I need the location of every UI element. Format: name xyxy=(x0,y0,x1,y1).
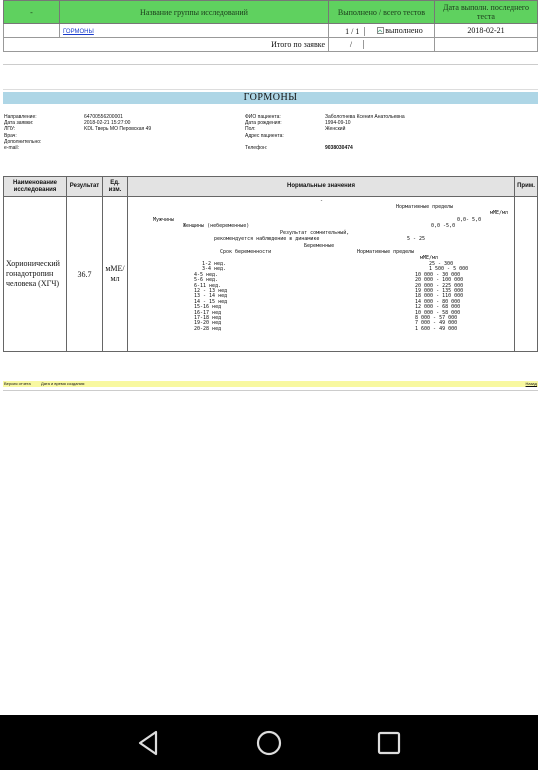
divider xyxy=(3,390,538,391)
norm-term-value: 25 - 300 xyxy=(429,261,454,267)
norm-term-week: 13 - 14 нед xyxy=(194,293,228,300)
norm-limits-title: Нормативные пределы xyxy=(396,204,454,210)
summary-cell-date: 2018-02-21 xyxy=(435,24,538,38)
patient-right-values xyxy=(325,114,505,151)
summary-header-date: Дата выполн. последнего теста xyxy=(435,1,538,24)
label-address: Адрес пациента: xyxy=(245,132,284,139)
label-phone: Телефон: xyxy=(245,144,268,151)
summary-cell-group xyxy=(60,24,329,38)
norm-term-week: 17-18 нед xyxy=(194,315,222,321)
group-link-hormones[interactable]: ГОРМОНЫ xyxy=(63,29,94,35)
value-phone: 9038030474 xyxy=(325,144,353,151)
results-header-name: Наименование исследования xyxy=(4,177,67,197)
results-header-unit: Ед. изм. xyxy=(103,177,128,197)
norm-term-week: 12 - 13 нед xyxy=(194,288,228,294)
value-sex: Женский xyxy=(325,126,346,133)
test-norms xyxy=(128,197,515,352)
label-clinic: ЛПУ: xyxy=(4,126,16,133)
recents-icon xyxy=(374,728,404,758)
footer-version: Версия отчета xyxy=(4,381,31,386)
norm-term-value: 1 600 - 49 000 xyxy=(415,325,458,332)
summary-table xyxy=(3,0,538,52)
summary-cell-empty xyxy=(4,24,60,38)
results-header-result: Результат xyxy=(67,177,103,197)
norm-term-week: 15-16 нед xyxy=(194,304,222,311)
norm-term-week: 6-11 нед. xyxy=(194,282,222,289)
results-header-row xyxy=(4,177,538,197)
test-name: Хорионический гонадотропин человека (ХГЧ) xyxy=(4,197,67,352)
norm-term-value: 20 000 - 100 000 xyxy=(415,277,464,284)
norm-term-week: 3-4 нед. xyxy=(202,266,227,273)
norm-doubtful-value: 5 - 25 xyxy=(407,236,426,242)
norm-women-label: Женщины (небеременные) xyxy=(183,223,250,229)
norm-term-week: 19-20 нед xyxy=(194,320,222,327)
norm-term-value: 1 500 - 5 000 xyxy=(429,266,469,273)
status-image xyxy=(367,26,422,35)
section-title: ГОРМОНЫ xyxy=(3,92,538,104)
summary-header-group: Название группы исследований xyxy=(60,1,329,24)
nav-recents-button[interactable] xyxy=(374,728,404,758)
norm-term-value: 20 000 - 225 000 xyxy=(415,282,464,289)
value-request-date: 2018-02-21 15:27:00 xyxy=(84,120,131,127)
label-request-date: Дата заявки: xyxy=(4,120,34,127)
value-direction: 64700556200001 xyxy=(84,114,123,120)
label-doctor: Врач: xyxy=(4,132,17,139)
test-result: 36.7 xyxy=(67,197,103,352)
value-patient-name: Заболотнева Ксения Анатольевна xyxy=(325,114,405,120)
patient-left-values xyxy=(84,114,244,151)
norm-term-value: 14 000 - 80 000 xyxy=(415,298,461,305)
back-icon xyxy=(134,728,164,758)
label-additional: Дополнительно: xyxy=(4,138,42,145)
status-image-alt: выполнено xyxy=(385,25,423,35)
footer-back-link[interactable]: Назад xyxy=(525,381,537,386)
android-nav-bar xyxy=(0,715,538,770)
value-email xyxy=(84,145,244,151)
results-table xyxy=(3,176,538,352)
patient-left-labels xyxy=(4,114,84,151)
summary-total-row xyxy=(4,38,538,52)
total-empty xyxy=(435,38,538,52)
label-email: e-mail: xyxy=(4,144,20,151)
norm-term-unit: мМЕ/мл xyxy=(420,255,439,261)
total-value-text: / xyxy=(339,40,364,49)
patient-right-labels xyxy=(245,114,325,151)
results-header-norm: Нормальные значения xyxy=(128,177,515,197)
norm-term-week: 5-6 нед. xyxy=(194,277,219,284)
divider xyxy=(3,64,538,65)
label-direction: Направление: xyxy=(4,114,37,120)
norm-term-value: 10 000 - 30 000 xyxy=(415,271,461,278)
norm-limits-unit: мМЕ/мл xyxy=(490,210,509,216)
norm-pregnant: Беременные xyxy=(304,243,335,249)
norm-term-week: 1-2 нед. xyxy=(202,261,227,267)
norm-recommend: рекомендуется наблюдение в динамике xyxy=(214,236,320,242)
label-sex: Пол: xyxy=(245,126,256,133)
home-icon xyxy=(254,728,284,758)
report-footer xyxy=(3,381,538,387)
test-note xyxy=(515,197,538,352)
norm-term-week: 20-28 нед xyxy=(194,325,222,332)
label-birth-date: Дата рождения: xyxy=(245,120,282,127)
norm-women-value: 0,0 -5,0 xyxy=(431,223,456,229)
value-birth-date: 1994-09-10 xyxy=(325,120,351,127)
norm-term-title: Срок беременности xyxy=(220,249,272,255)
results-header-note: Прим. xyxy=(515,177,538,197)
total-value xyxy=(329,38,435,52)
norm-dash: - xyxy=(320,198,324,204)
nav-back-button[interactable] xyxy=(134,728,164,758)
norm-term-value: 12 000 - 68 000 xyxy=(415,304,461,311)
done-count: 1 / 1 xyxy=(340,27,365,36)
norm-doubtful: Результат сомнительный, xyxy=(280,230,350,236)
norm-term-value: 7 000 - 49 000 xyxy=(415,320,458,327)
divider xyxy=(3,89,538,90)
footer-created: Дата и время создания: xyxy=(41,381,86,386)
summary-header-row xyxy=(4,1,538,24)
nav-home-button[interactable] xyxy=(254,728,284,758)
norm-term-week: 14 - 15 нед xyxy=(194,298,228,305)
norm-term-week: 4-5 нед. xyxy=(194,271,219,278)
summary-row xyxy=(4,24,538,38)
norm-term-value: 19 000 - 135 000 xyxy=(415,288,464,294)
norm-term-value: 10 000 - 58 000 xyxy=(415,309,461,316)
summary-header-done: Выполнено / всего тестов xyxy=(329,1,435,24)
total-label: Итого по заявке xyxy=(4,38,329,52)
summary-header-dash: - xyxy=(4,1,60,24)
norm-term-week: 16-17 нед xyxy=(194,309,222,316)
norm-term-value: 18 000 - 110 000 xyxy=(415,293,464,300)
value-clinic: KDL Тверь МО Перовская 49 xyxy=(84,126,152,133)
label-patient-name: ФИО пациента: xyxy=(245,114,281,120)
norm-term-value: 8 000 - 57 000 xyxy=(415,315,458,321)
norm-text-block xyxy=(128,197,514,351)
broken-image-icon xyxy=(377,27,384,34)
norm-term-limits: Нормативные пределы xyxy=(357,249,415,255)
test-unit: мМЕ/мл xyxy=(103,197,128,352)
table-row xyxy=(4,197,538,352)
summary-cell-done xyxy=(329,24,435,38)
norm-men-value: 0,0- 5,0 xyxy=(457,217,482,223)
norm-men-label: Мужчины xyxy=(153,217,175,223)
